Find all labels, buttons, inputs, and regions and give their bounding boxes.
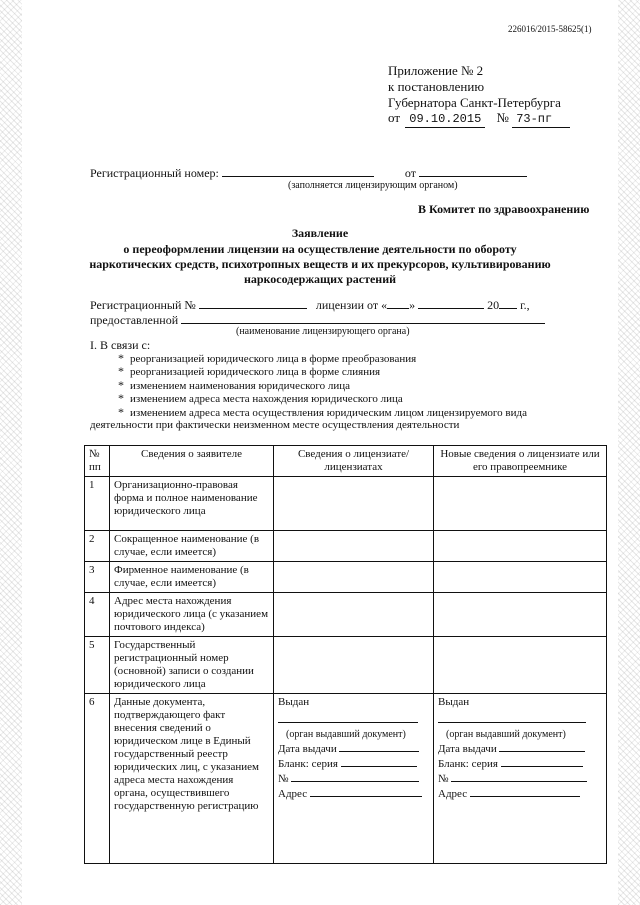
new-info-cell[interactable] [434, 477, 607, 531]
doc-issued-label: Выдан [278, 696, 310, 708]
row-number: 5 [85, 637, 110, 694]
appendix-num-prefix: № [496, 110, 509, 125]
row-number: 6 [85, 694, 110, 864]
license-org-field[interactable] [181, 313, 545, 324]
doc-issue-date-field[interactable] [339, 742, 419, 752]
doc-form-series-field[interactable] [501, 757, 583, 767]
scan-edge-left [0, 0, 22, 905]
doc-issuer-field[interactable] [278, 713, 418, 723]
table-row [85, 637, 607, 694]
appendix-line1: Приложение № 2 [388, 63, 484, 78]
table-row [85, 694, 607, 864]
header-licensee: Сведения о лицензиате/ лицензиатах [274, 446, 434, 477]
doc-issue-date-field[interactable] [499, 742, 585, 752]
row-label: Государственный регистрационный номер (основной) записи о создании юридического лица [110, 637, 274, 694]
reason-item[interactable]: * реорганизацией юридического лица в форме преобразования [118, 351, 417, 365]
appendix-date: 09.10.2015 [405, 113, 485, 128]
header-num: № пп [85, 446, 110, 477]
licensee-cell[interactable] [274, 593, 434, 637]
row-number: 4 [85, 593, 110, 637]
doc-address-label: Адрес [438, 788, 468, 800]
doc-form-series-field[interactable] [341, 757, 417, 767]
table-row [85, 531, 607, 562]
reason-item[interactable]: * изменением наименования юридического лица [118, 378, 351, 392]
doc-number-label: № [438, 773, 449, 785]
new-info-doc-cell[interactable] [434, 694, 607, 864]
row-number: 1 [85, 477, 110, 531]
doc-address-field[interactable] [470, 787, 580, 797]
reasons-continuation: деятельности при фактически неизменном месте осуществления деятельности [90, 419, 460, 431]
license-provided-label: предоставленной [90, 313, 179, 327]
asterisk-icon: * [118, 405, 124, 419]
registration-label: Регистрационный номер: [90, 166, 219, 180]
doc-number-label: № [278, 773, 289, 785]
license-org-note: (наименование лицензирующего органа) [236, 326, 410, 337]
new-info-cell[interactable] [434, 637, 607, 694]
doc-issue-date-label: Дата выдачи [278, 743, 337, 755]
row-label: Данные документа, подтверждающего факт внесения сведений о юридическом лице в Единый государственный реестр юридических лиц, с указанием адреса места нахождения органа, осуществившего государственную регистрацию [110, 694, 274, 864]
asterisk-icon: * [118, 351, 124, 365]
registration-from-label: от [404, 166, 416, 180]
document-code: 226016/2015-58625(1) [508, 24, 592, 34]
row-number: 2 [85, 531, 110, 562]
license-quote-close: » [409, 298, 416, 312]
appendix-line2: к постановлению [388, 79, 485, 94]
applicant-info-table [84, 445, 607, 864]
appendix-date-line [388, 111, 570, 128]
doc-form-series-label: Бланк: серия [438, 758, 498, 770]
reason-item[interactable]: * изменением адреса места осуществления юридическим лицом лицензируемого вида [118, 405, 527, 419]
reason-item[interactable]: * изменением адреса места нахождения юридического лица [118, 391, 403, 405]
row-number: 3 [85, 562, 110, 593]
license-day-field[interactable] [387, 298, 409, 309]
licensee-cell[interactable] [274, 477, 434, 531]
license-reg-number-field[interactable] [199, 298, 307, 309]
appendix-date-prefix: от [388, 110, 401, 125]
licensee-cell[interactable] [274, 637, 434, 694]
doc-number-field[interactable] [291, 772, 419, 782]
new-info-cell[interactable] [434, 531, 607, 562]
license-month-field[interactable] [418, 298, 484, 309]
registration-date-field[interactable] [419, 166, 527, 177]
table-header-row [85, 446, 607, 477]
doc-form-series-label: Бланк: серия [278, 758, 338, 770]
registration-note: (заполняется лицензирующим органом) [288, 180, 458, 191]
table-row [85, 562, 607, 593]
heading-line3: наркотических средств, психотропных веществ и их прекурсоров, культивированию [89, 257, 551, 271]
addressee: В Комитет по здравоохранению [418, 202, 590, 216]
heading-line2: о переоформлении лицензии на осуществление деятельности по обороту [123, 242, 517, 256]
doc-address-field[interactable] [310, 787, 422, 797]
table-row [85, 593, 607, 637]
reasons-title: I. В связи с: [90, 338, 151, 352]
reason-item[interactable]: * реорганизацией юридического лица в форме слияния [118, 364, 381, 378]
license-from-label: лицензии от « [315, 298, 388, 312]
heading-title: Заявление [291, 226, 349, 240]
doc-issue-date-label: Дата выдачи [438, 743, 497, 755]
license-reg-label: Регистрационный № [90, 298, 196, 312]
licensee-cell[interactable] [274, 531, 434, 562]
doc-issuer-note: (орган выдавший документ) [446, 729, 566, 740]
new-info-cell[interactable] [434, 562, 607, 593]
new-info-cell[interactable] [434, 593, 607, 637]
row-label: Фирменное наименование (в случае, если имеется) [110, 562, 274, 593]
row-label: Сокращенное наименование (в случае, если имеется) [110, 531, 274, 562]
doc-issued-label: Выдан [438, 696, 470, 708]
license-year-field[interactable] [499, 298, 517, 309]
license-reg-line [90, 298, 530, 313]
licensee-cell[interactable] [274, 562, 434, 593]
row-label: Организационно-правовая форма и полное наименование юридического лица [110, 477, 274, 531]
doc-address-label: Адрес [278, 788, 308, 800]
asterisk-icon: * [118, 391, 124, 405]
appendix-number: 73-пг [512, 113, 570, 128]
license-year-suffix: г., [520, 298, 530, 312]
row-label: Адрес места нахождения юридического лица (с указанием почтового индекса) [110, 593, 274, 637]
licensee-doc-cell[interactable] [274, 694, 434, 864]
doc-issuer-field[interactable] [438, 713, 586, 723]
license-year-prefix: 20 [487, 298, 500, 312]
header-applicant: Сведения о заявителе [110, 446, 274, 477]
header-new-info: Новые сведения о лицензиате или его правопреемнике [434, 446, 607, 477]
appendix-line3: Губернатора Санкт-Петербурга [388, 95, 561, 110]
doc-issuer-note: (орган выдавший документ) [286, 729, 406, 740]
doc-number-field[interactable] [451, 772, 587, 782]
heading-line4: наркосодержащих растений [243, 272, 397, 286]
scan-edge-right [618, 0, 640, 905]
table-row [85, 477, 607, 531]
asterisk-icon: * [118, 364, 124, 378]
asterisk-icon: * [118, 378, 124, 392]
registration-number-field[interactable] [222, 166, 374, 177]
registration-line [90, 166, 527, 181]
